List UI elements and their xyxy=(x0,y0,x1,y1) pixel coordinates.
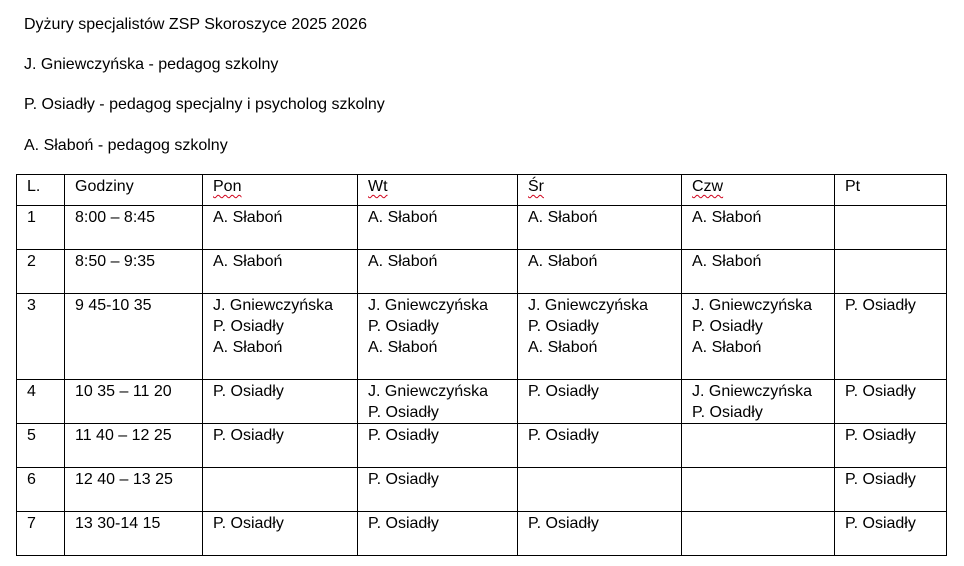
cell-person: P. Osiadły xyxy=(213,383,284,400)
cell-tuesday xyxy=(358,512,518,556)
cell-tuesday xyxy=(358,294,518,380)
row-number: 4 xyxy=(17,380,65,424)
row-number: 1 xyxy=(17,206,65,250)
cell-thursday xyxy=(682,250,835,294)
table-row xyxy=(17,468,947,512)
cell-person: P. Osiadły xyxy=(528,383,599,400)
cell-thursday xyxy=(682,294,835,380)
row-number: 7 xyxy=(17,512,65,556)
cell-person: A. Słaboń xyxy=(692,253,762,270)
cell-monday xyxy=(203,250,358,294)
table-row xyxy=(17,512,947,556)
column-header-monday-label: Pon xyxy=(213,178,242,195)
cell-person: P. Osiadły xyxy=(368,404,439,421)
cell-tuesday xyxy=(358,380,518,424)
cell-person: P. Osiadły xyxy=(845,515,916,532)
cell-person: P. Osiadły xyxy=(845,427,916,444)
cell-person: A. Słaboń xyxy=(368,339,438,356)
cell-person: P. Osiadły xyxy=(368,515,439,532)
cell-monday xyxy=(203,380,358,424)
table-row xyxy=(17,424,947,468)
table-header-row xyxy=(17,175,947,206)
cell-friday xyxy=(835,250,947,294)
row-number: 6 xyxy=(17,468,65,512)
staff-line-gniewczynska: J. Gniewczyńska - pedagog szkolny xyxy=(24,56,279,73)
cell-person: A. Słaboń xyxy=(213,339,283,356)
cell-wednesday xyxy=(518,206,682,250)
row-number: 5 xyxy=(17,424,65,468)
table-row xyxy=(17,206,947,250)
document-title: Dyżury specjalistów ZSP Skoroszyce 2025 2026 xyxy=(24,16,367,33)
cell-thursday xyxy=(682,468,835,512)
row-hours: 9 45-10 35 xyxy=(65,294,203,380)
column-header-thursday xyxy=(682,175,835,206)
cell-friday xyxy=(835,380,947,424)
cell-person: P. Osiadły xyxy=(692,404,763,421)
row-hours: 12 40 – 13 25 xyxy=(65,468,203,512)
cell-thursday xyxy=(682,512,835,556)
cell-person: P. Osiadły xyxy=(368,471,439,488)
cell-person: P. Osiadły xyxy=(213,318,284,335)
column-header-tuesday-label: Wt xyxy=(368,178,388,195)
cell-person: J. Gniewczyńska xyxy=(368,297,489,314)
row-hours: 10 35 – 11 20 xyxy=(65,380,203,424)
cell-person: P. Osiadły xyxy=(368,318,439,335)
cell-wednesday xyxy=(518,380,682,424)
row-hours: 11 40 – 12 25 xyxy=(65,424,203,468)
cell-person: P. Osiadły xyxy=(845,471,916,488)
row-hours: 8:50 – 9:35 xyxy=(65,250,203,294)
table-row xyxy=(17,380,947,424)
column-header-hours: Godziny xyxy=(65,175,203,206)
cell-person: A. Słaboń xyxy=(368,209,438,226)
cell-tuesday xyxy=(358,206,518,250)
column-header-number: L. xyxy=(17,175,65,206)
staff-line-slabon: A. Słaboń - pedagog szkolny xyxy=(24,137,228,154)
cell-friday xyxy=(835,294,947,380)
cell-person: J. Gniewczyńska xyxy=(692,383,813,400)
cell-person: J. Gniewczyńska xyxy=(368,383,489,400)
row-hours: 8:00 – 8:45 xyxy=(65,206,203,250)
cell-person: A. Słaboń xyxy=(213,209,283,226)
cell-wednesday xyxy=(518,424,682,468)
cell-thursday xyxy=(682,380,835,424)
cell-person: P. Osiadły xyxy=(528,427,599,444)
column-header-monday xyxy=(203,175,358,206)
cell-person: P. Osiadły xyxy=(692,318,763,335)
cell-monday xyxy=(203,424,358,468)
cell-wednesday xyxy=(518,468,682,512)
column-header-wednesday-label: Śr xyxy=(528,178,544,195)
cell-tuesday xyxy=(358,468,518,512)
staff-line-osiadly: P. Osiadły - pedagog specjalny i psycholog szkolny xyxy=(24,96,385,113)
cell-person: P. Osiadły xyxy=(845,383,916,400)
duty-schedule-table xyxy=(16,174,947,556)
column-header-tuesday xyxy=(358,175,518,206)
cell-person: J. Gniewczyńska xyxy=(692,297,813,314)
cell-monday xyxy=(203,468,358,512)
cell-tuesday xyxy=(358,250,518,294)
cell-person: J. Gniewczyńska xyxy=(213,297,334,314)
cell-thursday xyxy=(682,424,835,468)
column-header-thursday-label: Czw xyxy=(692,178,724,195)
cell-person: P. Osiadły xyxy=(528,515,599,532)
cell-wednesday xyxy=(518,294,682,380)
column-header-friday: Pt xyxy=(835,175,947,206)
cell-wednesday xyxy=(518,250,682,294)
table-row xyxy=(17,294,947,380)
cell-monday xyxy=(203,206,358,250)
cell-person: A. Słaboń xyxy=(692,339,762,356)
row-number: 3 xyxy=(17,294,65,380)
cell-person: J. Gniewczyńska xyxy=(528,297,649,314)
cell-person: P. Osiadły xyxy=(213,427,284,444)
cell-friday xyxy=(835,468,947,512)
cell-person: P. Osiadły xyxy=(845,297,916,314)
cell-person: A. Słaboń xyxy=(528,253,598,270)
cell-friday xyxy=(835,512,947,556)
cell-person: A. Słaboń xyxy=(213,253,283,270)
cell-thursday xyxy=(682,206,835,250)
table-row xyxy=(17,250,947,294)
cell-person: A. Słaboń xyxy=(528,209,598,226)
cell-person: A. Słaboń xyxy=(692,209,762,226)
cell-person: P. Osiadły xyxy=(528,318,599,335)
cell-wednesday xyxy=(518,512,682,556)
cell-person: A. Słaboń xyxy=(368,253,438,270)
cell-friday xyxy=(835,206,947,250)
cell-tuesday xyxy=(358,424,518,468)
cell-person: A. Słaboń xyxy=(528,339,598,356)
row-hours: 13 30-14 15 xyxy=(65,512,203,556)
cell-person: P. Osiadły xyxy=(213,515,284,532)
column-header-wednesday xyxy=(518,175,682,206)
cell-friday xyxy=(835,424,947,468)
cell-monday xyxy=(203,512,358,556)
row-number: 2 xyxy=(17,250,65,294)
cell-monday xyxy=(203,294,358,380)
cell-person: P. Osiadły xyxy=(368,427,439,444)
